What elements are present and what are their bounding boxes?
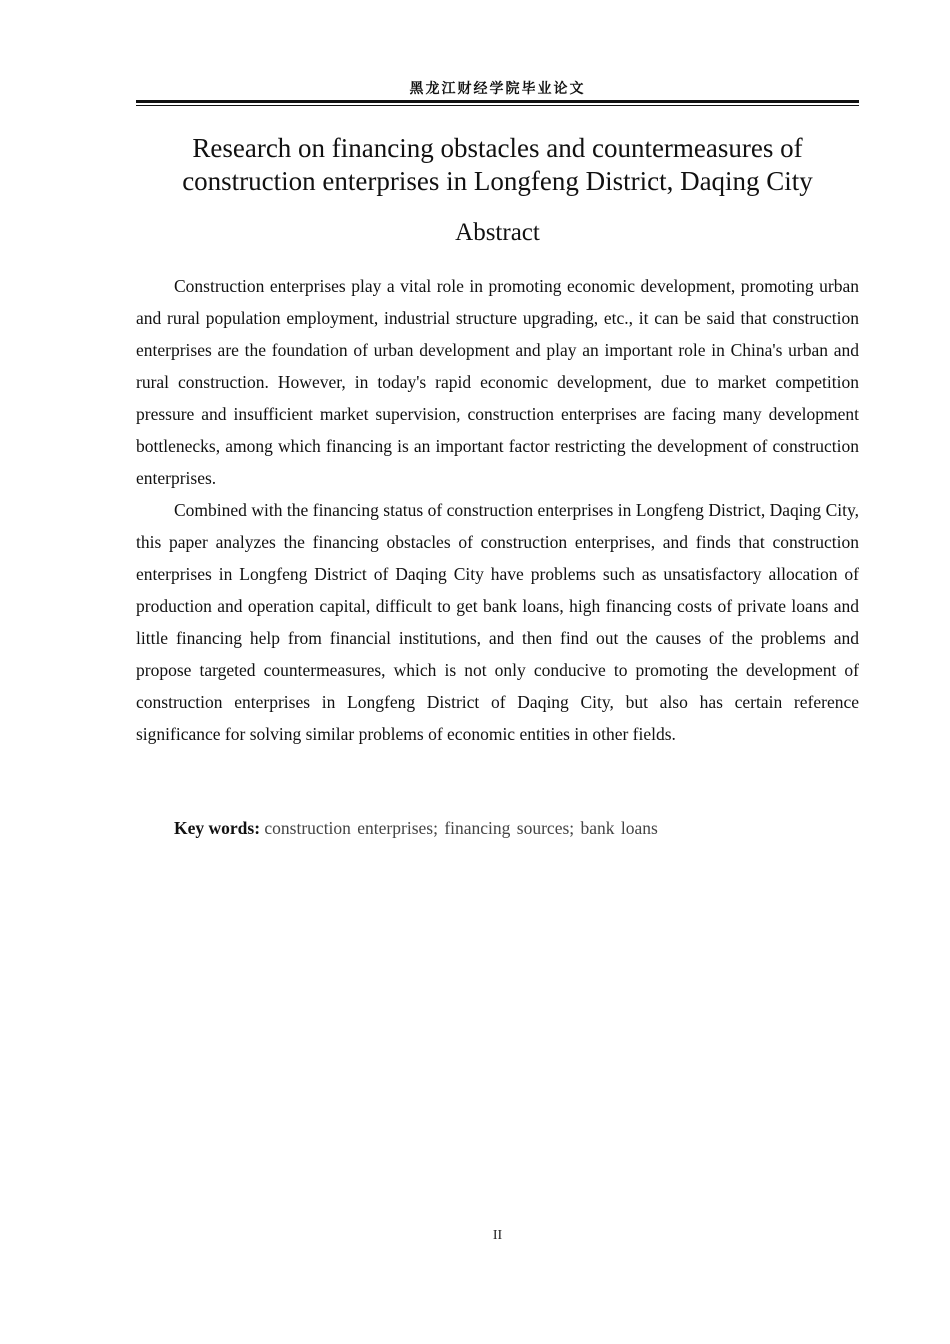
abstract-heading: Abstract bbox=[455, 219, 540, 246]
paper-title-line-2: construction enterprises in Longfeng District, Daqing City bbox=[182, 166, 813, 196]
paper-title bbox=[136, 132, 859, 198]
abstract-body bbox=[136, 270, 859, 750]
header-rule-thin bbox=[136, 105, 859, 106]
keywords-label: Key words: bbox=[174, 818, 261, 838]
paper-title-line-1: Research on financing obstacles and countermeasures of bbox=[192, 133, 803, 163]
header-rule-thick bbox=[136, 100, 859, 103]
document-page bbox=[136, 0, 859, 1344]
abstract-paragraph-1: Construction enterprises play a vital role in promoting economic development, promoting urban and rural population employment, industrial structure upgrading, etc., it can be said that construction enterprises are the foundation of urban development and play an important role in China's urban and rural construction. However, in today's rapid economic development, due to market competition pressure and insufficient market supervision, construction enterprises are facing many development bottlenecks, among which financing is an important factor restricting the development of construction enterprises. bbox=[136, 276, 859, 488]
keywords-values: construction enterprises; financing sources; bank loans bbox=[264, 818, 658, 838]
keywords-line bbox=[136, 812, 859, 844]
running-header: 黑龙江财经学院毕业论文 bbox=[409, 81, 586, 97]
abstract-paragraph-2: Combined with the financing status of construction enterprises in Longfeng District, Daqing City, this paper analyzes the financing obstacles of construction enterprises, and finds that construction enterprises in Longfeng District of Daqing City have problems such as unsatisfactory allocation of production and operation capital, difficult to get bank loans, high financing costs of private loans and little financing help from financial institutions, and then find out the causes of the problems and propose targeted countermeasures, which is not only conducive to promoting the development of construction enterprises in Longfeng District of Daqing City, but also has certain reference significance for solving similar problems of economic entities in other fields. bbox=[136, 500, 859, 744]
page-number: II bbox=[492, 1228, 503, 1243]
